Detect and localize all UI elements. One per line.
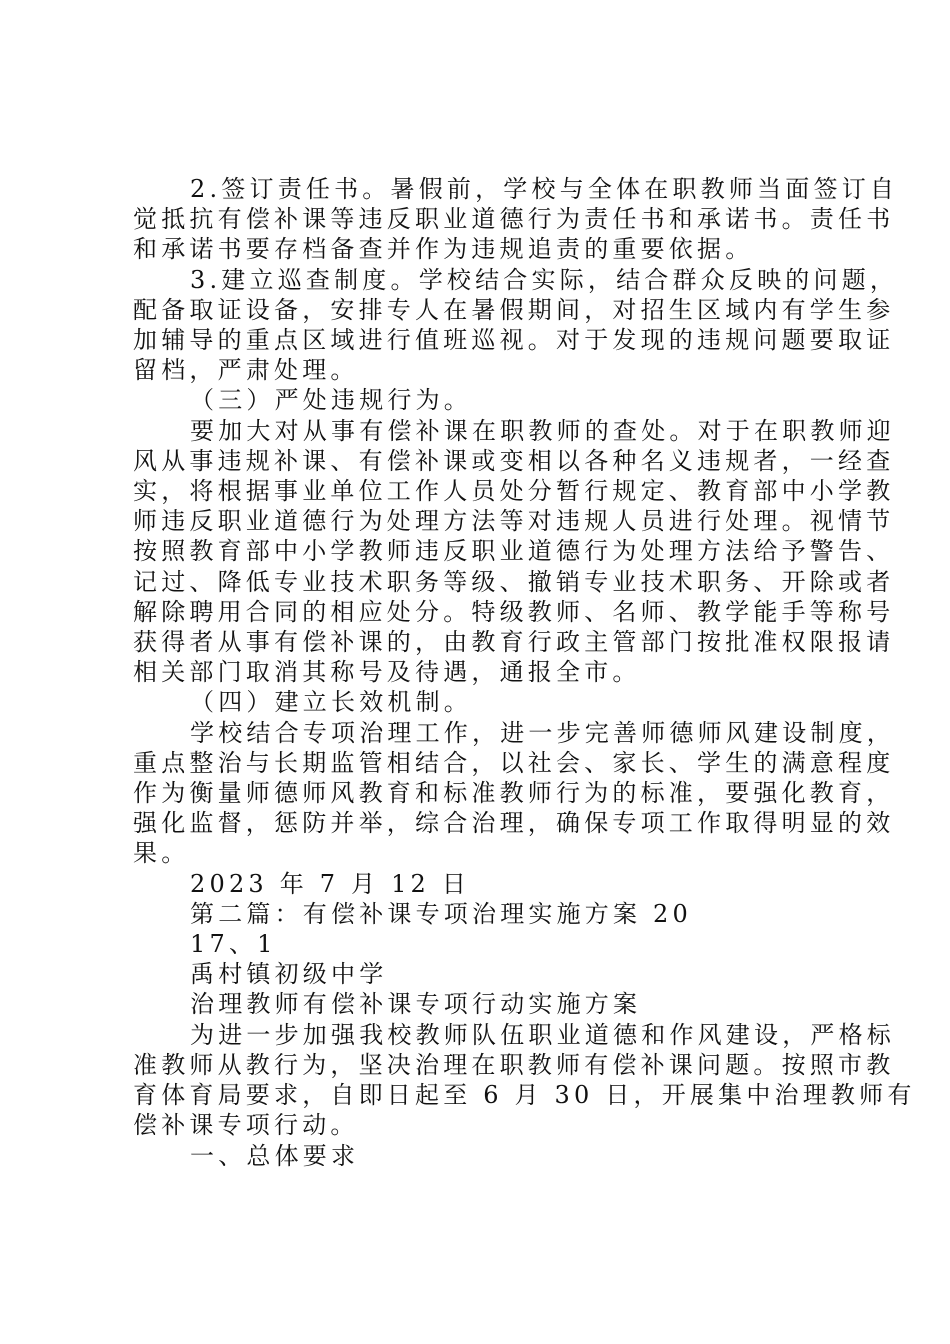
text-line: 相关部门取消其称号及待遇，通报全市。 <box>133 658 641 687</box>
text-line: 师违反职业道德行为处理方法等对违规人员进行处理。视情节 <box>133 507 895 536</box>
text-line: 为进一步加强我校教师队伍职业道德和作风建设，严格标 <box>190 1020 895 1049</box>
text-line: 17、1 <box>190 930 277 959</box>
paragraph-punish-violations <box>133 416 895 688</box>
text-line: 按照教育部中小学教师违反职业道德行为处理方法给予警告、 <box>133 537 895 566</box>
text-line: 和承诺书要存档备查并作为违规追责的重要依据。 <box>133 235 754 264</box>
document-date <box>133 869 825 899</box>
heading-text: 第二篇：有偿补课专项治理实施方案 20 <box>190 899 692 928</box>
paragraph-plan-intro <box>133 1020 916 1141</box>
text-line: 解除聘用合同的相应处分。特级教师、名师、教学能手等称号 <box>133 597 895 626</box>
section-heading-general-requirements <box>133 1141 825 1171</box>
date-text: 2023 年 7 月 12 日 <box>190 869 471 898</box>
text-line: 留档，严肃处理。 <box>133 356 359 385</box>
text-line: 要加大对从事有偿补课在职教师的查处。对于在职教师迎 <box>190 416 895 445</box>
school-name <box>133 959 825 989</box>
text-line: 准教师从教行为，坚决治理在职教师有偿补课问题。按照市教 <box>133 1050 895 1079</box>
year-fragment <box>133 929 825 959</box>
text-line: 果。 <box>133 839 190 868</box>
text-line: 加辅导的重点区域进行值班巡视。对于发现的违规问题要取证 <box>133 326 895 355</box>
text-line: 觉抵抗有偿补课等违反职业道德行为责任书和承诺书。责任书 <box>133 205 895 234</box>
text-line: 3.建立巡查制度。学校结合实际，结合群众反映的问题， <box>190 265 899 294</box>
plan-title <box>133 989 825 1019</box>
heading-text: 治理教师有偿补课专项行动实施方案 <box>190 990 642 1019</box>
paragraph-long-term-mechanism <box>133 718 895 869</box>
text-line: 记过、降低专业技术职务等级、撤销专业技术职务、开除或者 <box>133 567 895 596</box>
text-line: 作为衡量师德师风教育和标准教师行为的标准，要强化教育， <box>133 779 895 808</box>
text-line: 禹村镇初级中学 <box>190 960 388 989</box>
heading-text: （三）严处违规行为。 <box>190 386 472 415</box>
section-heading-punish-violations <box>133 385 825 415</box>
paragraph-patrol-system <box>133 265 899 386</box>
paragraph-sign-responsibility <box>133 174 899 265</box>
text-line: 育体育局要求，自即日起至 6 月 30 日，开展集中治理教师有 <box>133 1081 916 1110</box>
heading-text: （四）建立长效机制。 <box>190 688 472 717</box>
heading-text: 一、总体要求 <box>190 1141 360 1170</box>
document-page <box>133 174 916 1171</box>
text-line: 实，将根据事业单位工作人员处分暂行规定、教育部中小学教 <box>133 477 895 506</box>
text-line: 偿补课专项行动。 <box>133 1111 359 1140</box>
text-line: 配备取证设备，安排专人在暑假期间，对招生区域内有学生参 <box>133 295 895 324</box>
section-heading-long-term-mechanism <box>133 687 825 717</box>
text-line: 风从事违规补课、有偿补课或变相以各种名义违规者，一经查 <box>133 446 895 475</box>
text-line: 获得者从事有偿补课的，由教育行政主管部门按批准权限报请 <box>133 628 895 657</box>
text-line: 学校结合专项治理工作，进一步完善师德师风建设制度， <box>190 718 895 747</box>
text-line: 强化监督，惩防并举，综合治理，确保专项工作取得明显的效 <box>133 809 895 838</box>
second-article-title <box>133 899 825 929</box>
text-line: 重点整治与长期监管相结合，以社会、家长、学生的满意程度 <box>133 748 895 777</box>
text-line: 2.签订责任书。暑假前，学校与全体在职教师当面签订自 <box>190 175 899 203</box>
